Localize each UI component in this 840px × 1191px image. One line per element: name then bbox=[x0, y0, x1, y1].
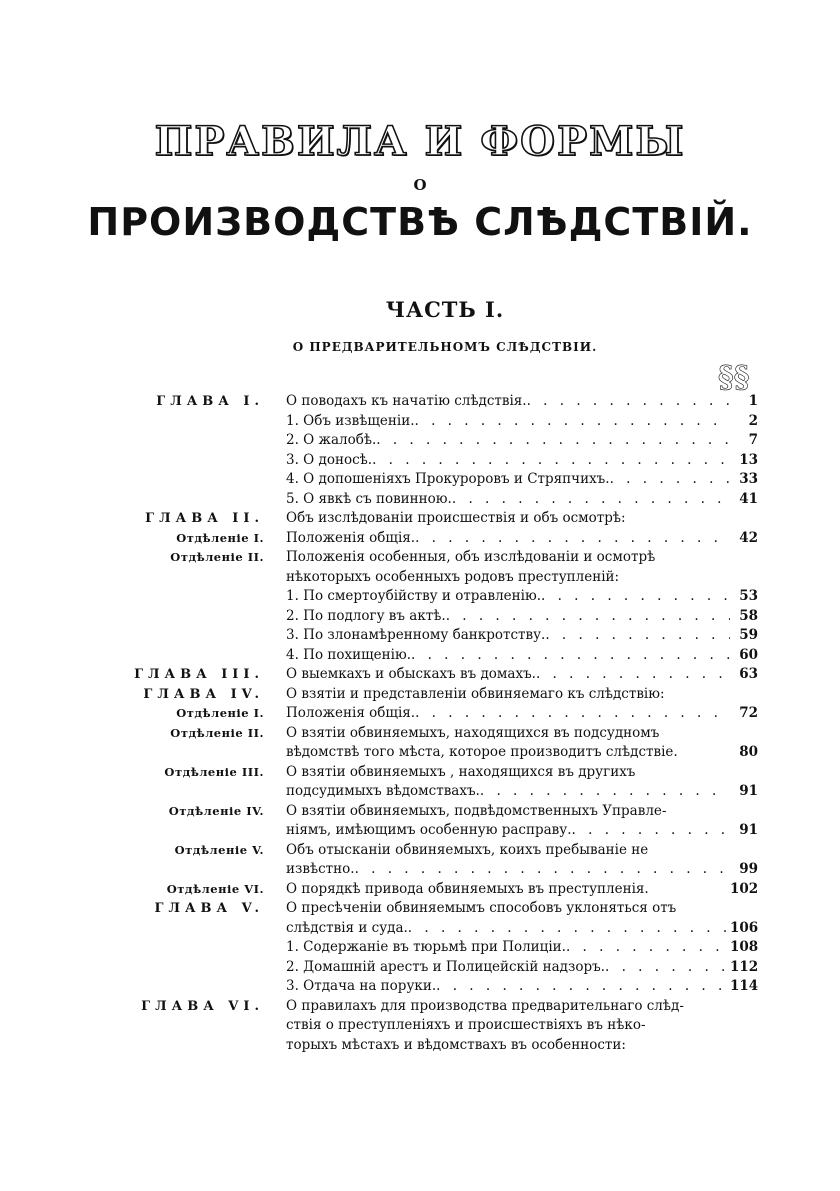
toc-row bbox=[0, 743, 840, 763]
toc-entry-text: 2. О жалобѣ. bbox=[286, 432, 377, 448]
toc-entry-text: 3. Отдача на поруки. bbox=[286, 978, 437, 994]
dot-leader bbox=[355, 860, 730, 880]
chapter-label: ГЛАВА I. bbox=[156, 394, 264, 409]
toc-row bbox=[0, 782, 840, 802]
chapter-label: ГЛАВА II. bbox=[145, 511, 264, 526]
toc-entry bbox=[286, 1016, 730, 1036]
toc-entry-text: О взятіи и представленіи обвиняемаго къ слѣдствію: bbox=[286, 685, 665, 702]
toc-entry bbox=[286, 704, 730, 724]
section-number: 1 bbox=[748, 393, 758, 409]
section-number bbox=[730, 509, 758, 529]
section-number: 114 bbox=[730, 978, 759, 994]
chapter-label: ГЛАВА III. bbox=[134, 667, 264, 682]
section-number bbox=[730, 724, 758, 744]
section-number: 58 bbox=[739, 607, 758, 624]
toc-row bbox=[0, 860, 840, 880]
part-heading: ЧАСТЬ I. bbox=[385, 297, 505, 322]
toc-entry-text: О правилахъ для производства предварительнаго слѣд- bbox=[286, 997, 684, 1014]
toc-entry bbox=[286, 470, 730, 490]
toc-entry bbox=[286, 782, 730, 802]
toc-entry-text: Объ отысканіи обвиняемыхъ, коихъ пребываніе не bbox=[286, 841, 649, 858]
toc-entry bbox=[286, 412, 730, 432]
toc-entry-text: 3. По злонамѣренному банкротству. bbox=[286, 627, 546, 643]
toc-row bbox=[0, 919, 840, 939]
book-title-line2: ПРОИЗВОДСТВѢ СЛѢДСТВІЙ. bbox=[87, 200, 753, 244]
toc-entry bbox=[286, 646, 730, 666]
dot-leader bbox=[436, 977, 730, 997]
toc-row bbox=[0, 997, 840, 1017]
toc-row bbox=[0, 431, 840, 451]
toc-label bbox=[0, 587, 286, 607]
toc-entry bbox=[286, 665, 730, 685]
toc-row bbox=[0, 587, 840, 607]
toc-row bbox=[0, 509, 840, 529]
toc-entry bbox=[286, 392, 730, 412]
toc-entry-text: торыхъ мѣстахъ и вѣдомствахъ въ особенности: bbox=[286, 1036, 626, 1053]
toc-entry-text: Положенія общія. bbox=[286, 529, 416, 546]
toc-entry-text: слѣдствія и суда. bbox=[286, 919, 408, 936]
department-label: Отдѣленіе II. bbox=[170, 550, 264, 564]
section-number bbox=[730, 685, 758, 705]
title-conjunction: О bbox=[413, 176, 427, 194]
dot-leader bbox=[372, 451, 730, 471]
section-number bbox=[730, 548, 758, 568]
chapter-label: ГЛАВА VI. bbox=[141, 998, 264, 1014]
toc-row bbox=[0, 607, 840, 627]
toc-row bbox=[0, 646, 840, 666]
toc-label bbox=[0, 977, 286, 997]
toc-entry bbox=[286, 880, 730, 900]
department-label: Отдѣленіе I. bbox=[176, 530, 264, 545]
toc-row bbox=[0, 880, 840, 900]
toc-entry bbox=[286, 529, 730, 549]
toc-row bbox=[0, 763, 840, 783]
toc-entry-text: 5. О явкѣ съ повинною. bbox=[286, 490, 452, 507]
toc-entry-text: извѣстно. bbox=[286, 861, 355, 877]
toc-row bbox=[0, 412, 840, 432]
dot-leader bbox=[376, 431, 730, 451]
section-number: 99 bbox=[739, 861, 758, 877]
toc-label bbox=[0, 743, 286, 763]
toc-entry-text: подсудимыхъ вѣдомствахъ. bbox=[286, 783, 480, 799]
section-number: 59 bbox=[739, 627, 758, 643]
toc-entry-text: О выемкахъ и обыскахъ въ домахъ. bbox=[286, 666, 536, 682]
toc-entry-text: 2. Домашній арестъ и Полицейскій надзоръ. bbox=[286, 958, 605, 975]
toc-entry-text: нѣкоторыхъ особенныхъ родовъ преступленій: bbox=[286, 568, 620, 585]
toc-row bbox=[0, 626, 840, 646]
toc-entry bbox=[286, 919, 730, 939]
toc-entry-text: вѣдомствѣ того мѣста, которое производитъ слѣдствіе. bbox=[286, 744, 678, 760]
toc-entry bbox=[286, 509, 730, 529]
dot-leader bbox=[572, 821, 730, 841]
section-sign-icon: §§ bbox=[718, 360, 750, 395]
toc-entry-text: ніямъ, имѣющимъ особенную расправу. bbox=[286, 822, 572, 838]
toc-row bbox=[0, 548, 840, 568]
toc-label bbox=[0, 1016, 286, 1036]
dot-leader bbox=[536, 665, 730, 685]
dot-leader bbox=[545, 626, 730, 646]
section-number bbox=[730, 763, 758, 783]
toc-entry bbox=[286, 607, 730, 627]
toc-label bbox=[0, 451, 286, 471]
part-subtitle: О ПРЕДВАРИТЕЛЬНОМЪ СЛѢДСТВІИ. bbox=[292, 340, 598, 354]
toc-row bbox=[0, 704, 840, 724]
section-number: 108 bbox=[730, 939, 759, 955]
dot-leader bbox=[446, 607, 730, 627]
toc-row bbox=[0, 451, 840, 471]
toc-entry bbox=[286, 802, 730, 822]
toc-entry-text: 4. О допошеніяхъ Прокуроровъ и Стряпчихъ. bbox=[286, 471, 610, 487]
toc-row bbox=[0, 958, 840, 978]
toc-label bbox=[0, 782, 286, 802]
toc-label bbox=[0, 490, 286, 510]
dot-leader bbox=[415, 412, 731, 432]
chapter-label: ГЛАВА IV. bbox=[143, 686, 264, 702]
section-number: 7 bbox=[748, 432, 758, 448]
dot-leader bbox=[605, 958, 730, 978]
toc-entry bbox=[286, 938, 730, 958]
section-number: 33 bbox=[739, 471, 758, 487]
toc-entry-text: Положенія общія. bbox=[286, 705, 416, 721]
toc-entry-text: 1. По смертоубійству и отравленію. bbox=[286, 588, 542, 604]
section-number bbox=[730, 1036, 758, 1056]
toc-row bbox=[0, 665, 840, 685]
toc-entry-text: 1. Объ извѣщеніи. bbox=[286, 412, 415, 429]
toc-label bbox=[0, 607, 286, 627]
section-number bbox=[730, 899, 758, 919]
toc-row bbox=[0, 724, 840, 744]
toc-label bbox=[0, 958, 286, 978]
toc-entry bbox=[286, 1036, 730, 1056]
toc-row bbox=[0, 938, 840, 958]
toc-label bbox=[0, 470, 286, 490]
toc-row bbox=[0, 1036, 840, 1056]
toc-entry bbox=[286, 568, 730, 588]
section-number: 91 bbox=[739, 783, 758, 799]
toc-entry-text: О взятіи обвиняемыхъ , находящихся въ другихъ bbox=[286, 763, 636, 780]
dot-leader bbox=[415, 704, 730, 724]
dot-leader bbox=[408, 919, 730, 939]
toc-row bbox=[0, 470, 840, 490]
toc-entry-text: Положенія особенныя, объ изслѣдованіи и осмотрѣ bbox=[286, 549, 656, 565]
toc-entry-text: Объ изслѣдованіи происшествія и объ осмотрѣ: bbox=[286, 510, 626, 526]
toc-row bbox=[0, 685, 840, 705]
toc-entry bbox=[286, 977, 730, 997]
toc-entry bbox=[286, 626, 730, 646]
toc-label bbox=[0, 821, 286, 841]
toc-label bbox=[0, 568, 286, 588]
section-number: 41 bbox=[739, 490, 758, 507]
toc-entry-text: 2. По подлогу въ актѣ. bbox=[286, 607, 446, 624]
toc-entry-text: О взятіи обвиняемыхъ, подвѣдомственныхъ Управле- bbox=[286, 802, 667, 819]
toc-row bbox=[0, 802, 840, 822]
section-number: 2 bbox=[748, 412, 758, 429]
section-number: 106 bbox=[730, 919, 759, 936]
toc-entry bbox=[286, 821, 730, 841]
toc-label bbox=[0, 412, 286, 432]
toc-entry-text: О поводахъ къ начатію слѣдствія. bbox=[286, 393, 527, 409]
dot-leader bbox=[541, 587, 730, 607]
department-label: Отдѣленіе II. bbox=[170, 725, 264, 740]
toc-row bbox=[0, 821, 840, 841]
section-number bbox=[730, 1016, 758, 1036]
section-number: 63 bbox=[739, 666, 758, 682]
department-label: Отдѣленіе IV. bbox=[168, 803, 264, 818]
book-title-line1: ПРАВИЛА И ФОРМЫ bbox=[154, 118, 686, 165]
section-number: 91 bbox=[739, 822, 758, 838]
toc-entry-text: О взятіи обвиняемыхъ, находящихся въ подсудномъ bbox=[286, 724, 660, 741]
toc-entry bbox=[286, 587, 730, 607]
toc-row bbox=[0, 899, 840, 919]
toc-label bbox=[0, 646, 286, 666]
dot-leader bbox=[415, 529, 730, 549]
toc-entry bbox=[286, 958, 730, 978]
toc-entry bbox=[286, 860, 730, 880]
chapter-label: ГЛАВА V. bbox=[154, 901, 264, 916]
toc-label bbox=[0, 919, 286, 939]
toc-row bbox=[0, 1016, 840, 1036]
toc-entry bbox=[286, 451, 730, 471]
toc-row bbox=[0, 529, 840, 549]
dot-leader bbox=[527, 392, 730, 412]
toc-label bbox=[0, 431, 286, 451]
department-label: Отдѣленіе V. bbox=[174, 842, 264, 857]
toc-row bbox=[0, 568, 840, 588]
section-number: 72 bbox=[739, 705, 758, 721]
section-number: 80 bbox=[739, 744, 758, 760]
toc-entry bbox=[286, 841, 730, 861]
toc-entry bbox=[286, 763, 730, 783]
toc-label bbox=[0, 1036, 286, 1056]
toc-entry-text: О порядкѣ привода обвиняемыхъ въ преступленія. bbox=[286, 880, 649, 897]
dot-leader bbox=[480, 782, 730, 802]
table-of-contents bbox=[0, 392, 840, 1055]
section-number bbox=[730, 568, 758, 588]
section-number bbox=[730, 997, 758, 1017]
dot-leader bbox=[452, 490, 730, 510]
section-number: 42 bbox=[739, 529, 758, 546]
toc-row bbox=[0, 841, 840, 861]
toc-entry bbox=[286, 997, 730, 1017]
section-number: 13 bbox=[739, 451, 758, 468]
toc-row bbox=[0, 490, 840, 510]
department-label: Отдѣленіе VI. bbox=[166, 881, 264, 896]
toc-label bbox=[0, 938, 286, 958]
toc-entry bbox=[286, 548, 730, 568]
toc-entry bbox=[286, 743, 730, 763]
section-number: 102 bbox=[730, 880, 759, 897]
section-number bbox=[730, 802, 758, 822]
section-number: 60 bbox=[739, 646, 758, 663]
toc-row bbox=[0, 392, 840, 412]
toc-row bbox=[0, 977, 840, 997]
dot-leader bbox=[610, 470, 730, 490]
department-label: Отдѣленіе III. bbox=[164, 764, 264, 779]
toc-entry bbox=[286, 685, 730, 705]
toc-entry-text: 4. По похищенію. bbox=[286, 646, 412, 663]
toc-entry-text: О пресѣченіи обвиняемымъ способовъ уклоняться отъ bbox=[286, 900, 677, 916]
toc-entry bbox=[286, 724, 730, 744]
section-number: 53 bbox=[739, 588, 758, 604]
toc-entry bbox=[286, 431, 730, 451]
toc-label bbox=[0, 626, 286, 646]
section-number: 112 bbox=[730, 958, 759, 975]
department-label: Отдѣленіе I. bbox=[176, 706, 264, 720]
toc-entry bbox=[286, 490, 730, 510]
toc-entry-text: 1. Содержаніе въ тюрьмѣ при Полиціи. bbox=[286, 939, 566, 955]
dot-leader bbox=[566, 938, 730, 958]
toc-label bbox=[0, 860, 286, 880]
toc-entry bbox=[286, 899, 730, 919]
section-number bbox=[730, 841, 758, 861]
dot-leader bbox=[411, 646, 730, 666]
toc-entry-text: 3. О доносѣ. bbox=[286, 451, 373, 468]
toc-entry-text: ствія о преступленіяхъ и происшествіяхъ въ нѣко- bbox=[286, 1017, 646, 1033]
